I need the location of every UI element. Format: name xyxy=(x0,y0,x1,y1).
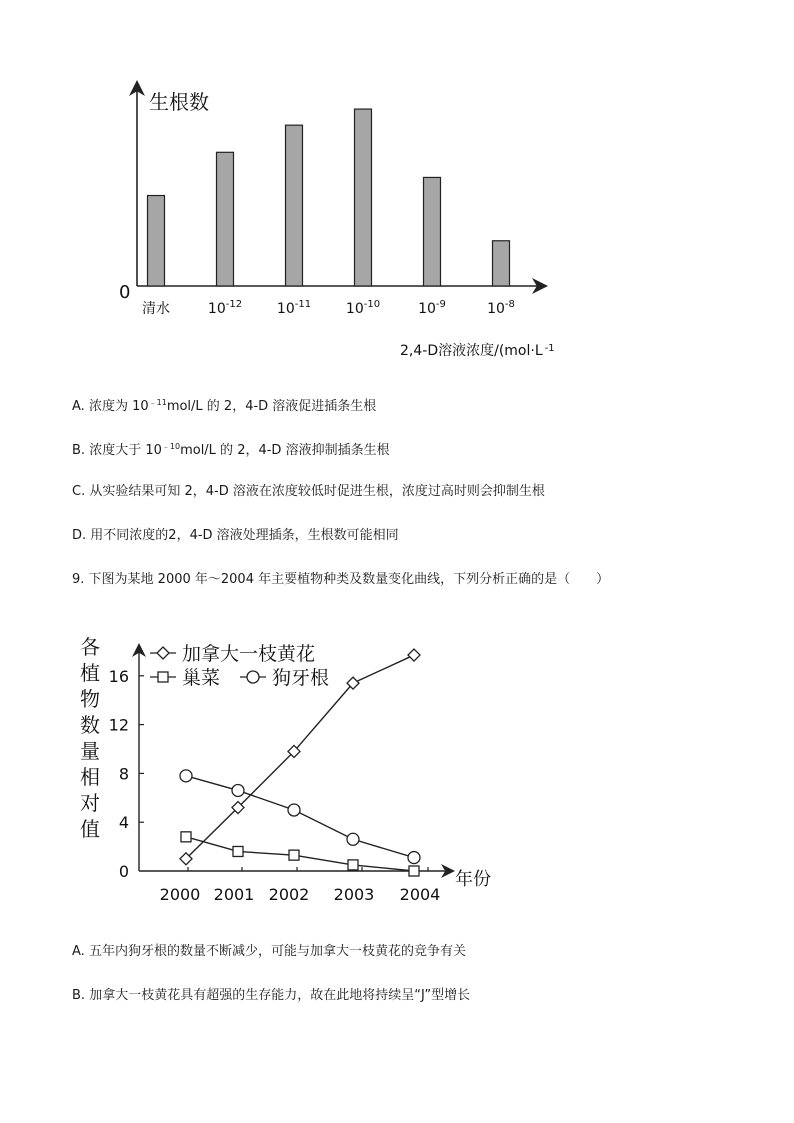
bar xyxy=(355,109,372,286)
x-tick-label: 清水 xyxy=(142,301,170,317)
y-axis-label-char: 对 xyxy=(80,791,100,815)
legend-marker xyxy=(158,672,168,682)
x-tick-label: 2004 xyxy=(399,885,441,904)
bar xyxy=(217,152,234,286)
data-point xyxy=(408,852,420,864)
option-text: 五年内狗牙根的数量不断减少，可能与加拿大一枝黄花的竞争有关 xyxy=(88,944,466,959)
option-letter: A. xyxy=(72,399,85,414)
q8-option-a[interactable] xyxy=(72,394,376,416)
option-letter: B. xyxy=(72,443,86,458)
option-text: 从实验结果可知 2，4-D 溶液在浓度较低时促进生根，浓度过高时则会抑制生根 xyxy=(89,484,545,499)
q8-option-c[interactable] xyxy=(72,483,545,501)
y-axis-label-char: 植 xyxy=(80,661,100,685)
q8-option-b[interactable] xyxy=(72,438,390,460)
x-tick-label: $10^{-11}$ xyxy=(276,299,312,317)
legend-label: 加拿大一枝黄花 xyxy=(182,643,316,665)
y-axis-label-char: 量 xyxy=(80,739,100,763)
rooting-bar-chart xyxy=(0,0,794,370)
x-tick-label: 2003 xyxy=(333,885,375,904)
x-axis-label: 年份 xyxy=(455,869,491,890)
legend-label: 狗牙根 xyxy=(272,667,330,689)
data-point xyxy=(289,850,299,860)
legend-label: 巢菜 xyxy=(182,667,221,689)
x-tick-label: 2001 xyxy=(213,885,255,904)
option-letter: C. xyxy=(72,484,86,499)
y-tick-label: 8 xyxy=(118,764,129,784)
data-point xyxy=(288,804,300,816)
data-point xyxy=(232,784,244,796)
series-circle xyxy=(180,770,420,864)
legend-item xyxy=(240,667,329,689)
x-axis-label-exponent: -1 xyxy=(544,343,555,354)
bar xyxy=(424,177,441,286)
legend-marker xyxy=(157,647,169,659)
option-text: 用不同浓度的2，4-D 溶液处理插条，生根数可能相同 xyxy=(90,528,399,543)
x-tick-label: $10^{-9}$ xyxy=(418,299,446,317)
q9-option-a[interactable] xyxy=(72,943,466,961)
y-axis-label-char: 数 xyxy=(80,713,100,737)
data-point xyxy=(409,866,419,876)
y-tick-label: 0 xyxy=(118,862,129,881)
q8-option-d[interactable] xyxy=(72,527,399,545)
bar xyxy=(286,125,303,286)
x-axis-label-main: 2,4-D溶液浓度/(mol·L xyxy=(400,343,543,359)
x-tick-label: $10^{-10}$ xyxy=(345,299,381,317)
option-text: 加拿大一枝黄花具有超强的生存能力，故在此地将持续呈“J”型增长 xyxy=(89,988,471,1003)
series-square xyxy=(181,832,419,876)
y-tick-label: 16 xyxy=(108,666,129,686)
y-axis-label-char: 值 xyxy=(80,817,100,841)
q9-stem: 9. 下图为某地 2000 年～2004 年主要植物种类及数量变化曲线，下列分析正确的是（ ） xyxy=(72,572,610,587)
legend-marker xyxy=(247,671,259,683)
x-tick-label: $10^{-12}$ xyxy=(207,299,243,317)
series-line xyxy=(186,837,414,871)
data-point xyxy=(233,846,243,856)
x-tick-label: $10^{-8}$ xyxy=(487,299,515,317)
option-letter: A. xyxy=(72,944,85,959)
y-tick-label: 4 xyxy=(118,813,129,833)
y-tick-label: 12 xyxy=(108,715,129,735)
y-axis-label xyxy=(80,635,100,841)
legend xyxy=(150,643,329,689)
y-axis-label-char: 物 xyxy=(80,687,100,711)
option-text: 浓度为 $10^{﹣11}mol/L$ 的 2，4-D 溶液促进插条生根 xyxy=(88,398,377,414)
y-origin-label: 0 xyxy=(119,282,131,303)
data-point xyxy=(180,770,192,782)
q9-option-b[interactable] xyxy=(72,987,470,1005)
option-letter: D. xyxy=(72,528,87,543)
y-axis-label-char: 相 xyxy=(80,765,100,789)
data-point xyxy=(348,860,358,870)
legend-item xyxy=(150,667,220,689)
option-letter: B. xyxy=(72,988,86,1003)
x-axis-label xyxy=(400,342,555,359)
bar xyxy=(493,241,510,286)
data-point xyxy=(347,833,359,845)
y-axis-label: 生根数 xyxy=(149,90,209,114)
x-tick-label: 2000 xyxy=(159,885,201,904)
series-line xyxy=(186,776,414,858)
data-point xyxy=(181,832,191,842)
data-point xyxy=(408,649,420,661)
bar xyxy=(148,196,165,286)
x-tick-label: 2002 xyxy=(268,885,310,904)
y-axis-label-char: 各 xyxy=(80,635,100,659)
legend-item xyxy=(150,643,315,665)
plant-population-line-chart xyxy=(0,620,794,920)
option-text: 浓度大于 $10^{﹣10}mol/L$ 的 2，4-D 溶液抑制插条生根 xyxy=(89,442,390,458)
